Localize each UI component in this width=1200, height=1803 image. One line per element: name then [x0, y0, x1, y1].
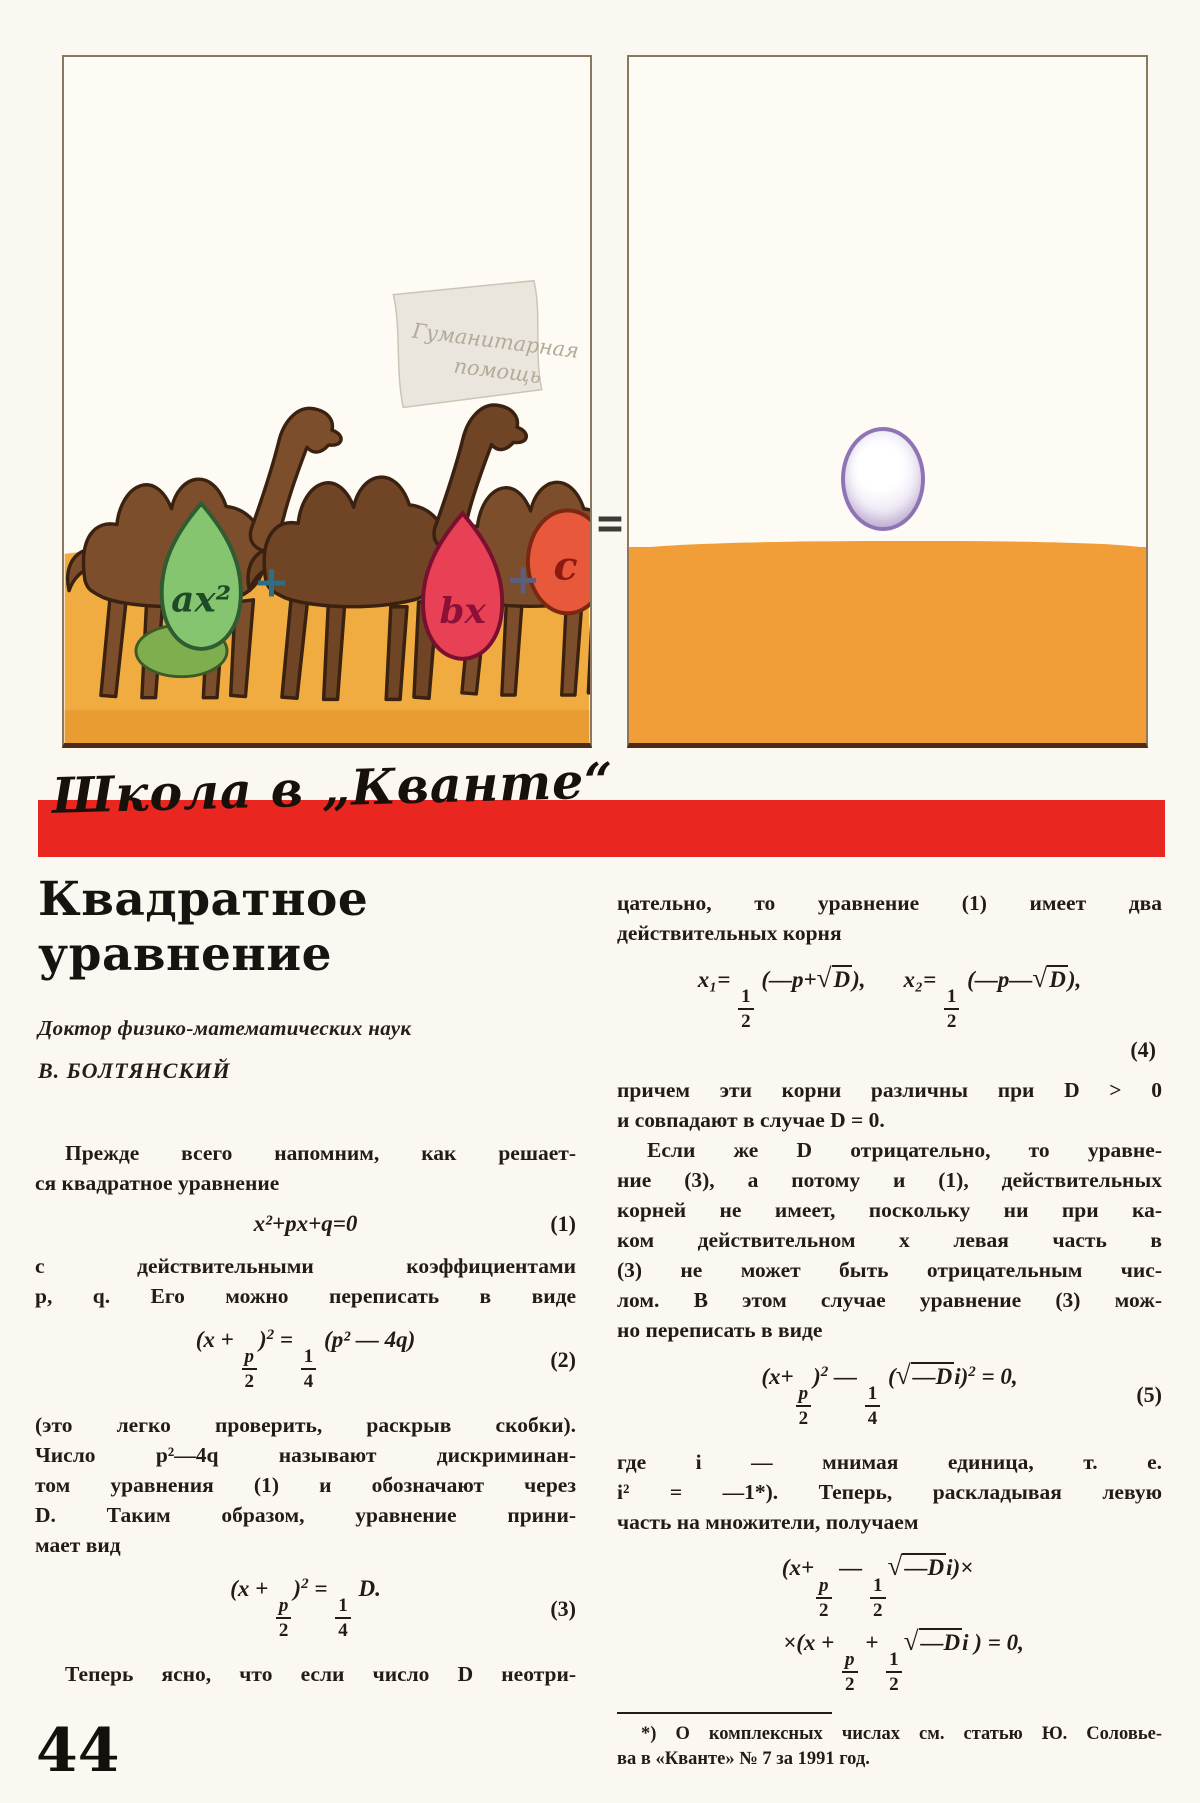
bag-bx-label: bx [439, 591, 486, 633]
illustration-right-panel [627, 55, 1148, 748]
radical-sign: √ [903, 1625, 919, 1656]
fraction: $\frac{1}{4}$ [865, 1384, 881, 1428]
plus-sign-1: + [253, 557, 290, 608]
egg-zero-illustration [841, 427, 925, 531]
equation-term: — [828, 1364, 863, 1390]
illustration-left-panel [62, 55, 592, 748]
equation-term: (x + [195, 1327, 240, 1352]
equation-term: ), [1067, 967, 1082, 992]
fraction: $\frac{p}{2}$ [842, 1650, 858, 1694]
paragraph-6 [617, 1075, 1162, 1135]
equation-term: ×(x + [783, 1629, 841, 1655]
right-column [617, 888, 1162, 1772]
text-line: с действительными коэффициентами [35, 1254, 576, 1278]
text-line: p, q. Его можно переписать в виде [35, 1284, 576, 1308]
article-title-line2: уравнение [38, 927, 333, 982]
paragraph-1 [35, 1138, 576, 1198]
flag-text-line1: Гуманитарная [410, 318, 581, 363]
equation-4: x₁= $\frac{1}{2}$ (—p+√D), x₂= $\frac{1}{2}$ (—p—√D), [697, 963, 1082, 1033]
text-line: D. Таким образом, уравнение прини- [35, 1503, 576, 1528]
text-line: i² = —1*). Теперь, раскладывая левую [617, 1480, 1162, 1505]
left-column [35, 1138, 576, 1689]
equation-term: ) [813, 1364, 821, 1390]
fraction: $\frac{1}{2}$ [738, 987, 754, 1031]
article-title [38, 872, 368, 982]
section-banner-script: Школа в „Кванте“ [51, 751, 615, 825]
text-line: часть на множители, получаем [617, 1510, 919, 1535]
text-line: где i — мнимая единица, т. е. [617, 1450, 1162, 1475]
equation-term: ) [293, 1576, 302, 1602]
paragraph-2 [35, 1251, 576, 1311]
text-line: лом. В этом случае уравнение (3) мож- [617, 1288, 1162, 1313]
text-line: ком действительном x левая часть в [617, 1228, 1162, 1253]
desert-sand [629, 547, 1146, 743]
equation-term: = [308, 1576, 334, 1602]
text-line: но переписать в виде [617, 1318, 823, 1343]
equation-6-line2: ×(x + $\frac{p}{2}$ + $\frac{1}{2}$ √—Di ) = 0, [783, 1625, 1024, 1695]
paragraph-5 [617, 888, 1162, 948]
fraction: $\frac{1}{2}$ [870, 1576, 886, 1620]
equation-term: ), [852, 967, 866, 992]
flag-text-line2: помощь [452, 353, 543, 389]
equation-2: (x + $\frac{p}{2}$ )$^2$ = $\frac{1}{4}$ (p² — 4q) (2) [195, 1327, 576, 1393]
text-line: Теперь ясно, что если число D неотри- [65, 1662, 576, 1687]
paragraph-3 [35, 1410, 576, 1560]
paragraph-8 [617, 1447, 1162, 1537]
bag-c-label: c [553, 543, 578, 590]
fraction: $\frac{p}{2}$ [242, 1347, 258, 1391]
equation-term: (x + [230, 1576, 274, 1602]
radical-sign: √ [816, 963, 832, 993]
text-line: (это легко проверить, раскрыв скобки). [35, 1413, 576, 1438]
equation-5: (x+ $\frac{p}{2}$ )$^2$ — $\frac{1}{4}$ (√—Di)$^2$ = 0, (5) [761, 1360, 1162, 1430]
equation-term: — [833, 1555, 869, 1581]
paragraph-7 [617, 1135, 1162, 1345]
article-title-line1: Квадратное [38, 872, 369, 927]
equation-term: (x+ [781, 1555, 815, 1581]
text-line: Если же D отрицательно, то уравне- [647, 1138, 1162, 1163]
radical-sign: √ [887, 1551, 903, 1582]
text-line: Число p²—4q называют дискриминан- [35, 1443, 576, 1468]
equation-term: ( [882, 1364, 896, 1390]
footnote [617, 1712, 1162, 1772]
equation-3: (x + $\frac{p}{2}$ )$^2$ = $\frac{1}{4}$ D. (3) [230, 1576, 576, 1642]
paragraph-4 [35, 1659, 576, 1689]
author-degree: Доктор физико-математических наук [38, 1016, 412, 1040]
text-line: *) О комплексных числах см. статью Ю. Соловье- [641, 1723, 1162, 1744]
equation-term: i) [954, 1364, 969, 1390]
equation-term: (—p+ [755, 967, 817, 992]
equation-term: x₂= [903, 967, 942, 992]
footnote-rule [617, 1712, 832, 1714]
radical-sign: √ [895, 1360, 911, 1391]
equation-term: x₁= [697, 967, 737, 992]
equation-term: D. [352, 1576, 381, 1602]
text-line: Прежде всего напомним, как решает- [65, 1141, 576, 1165]
equation-term: (x+ [761, 1364, 794, 1390]
equation-2-label: (2) [550, 1346, 576, 1372]
fraction: $\frac{1}{4}$ [301, 1347, 317, 1391]
text-line: ние (3), а потому и (1), действительных [617, 1168, 1162, 1193]
text-line: и совпадают в случае D = 0. [617, 1108, 885, 1133]
equation-term: ) [259, 1327, 267, 1352]
footnote-text [617, 1722, 1162, 1772]
text-line: цательно, то уравнение (1) имеет два [617, 891, 1162, 915]
text-line: том уравнения (1) и обозначают через [35, 1473, 576, 1498]
equation-1-label: (1) [550, 1210, 576, 1236]
fraction: $\frac{p}{2}$ [816, 1576, 832, 1620]
equation-1 [35, 1212, 576, 1235]
camel-caravan-illustration [64, 57, 590, 743]
page-number: 44 [36, 1716, 120, 1786]
equation-1-body: x²+px+q=0 [253, 1211, 358, 1236]
equation-term: i ) = 0, [962, 1629, 1024, 1655]
equation-term: = [274, 1327, 299, 1352]
text-line: корней не имеет, поскольку ни при ка- [617, 1198, 1162, 1223]
equation-3-label: (3) [550, 1595, 576, 1621]
fraction: $\frac{1}{4}$ [335, 1596, 351, 1640]
radical-sign: √ [1032, 963, 1048, 993]
fraction: $\frac{1}{2}$ [886, 1650, 902, 1694]
equation-6-line1: (x+ $\frac{p}{2}$ — $\frac{1}{2}$ √—Di)× [781, 1551, 974, 1621]
equation-term: (—p— [961, 967, 1033, 992]
equation-term: = 0, [975, 1364, 1018, 1390]
text-line: ся квадратное уравнение [35, 1171, 280, 1195]
equals-sign: = [596, 498, 624, 549]
fraction: $\frac{p}{2}$ [276, 1596, 292, 1640]
equation-4-label: (4) [1130, 1037, 1156, 1063]
equation-term: + [859, 1629, 885, 1655]
text-line: действительных корня [617, 921, 842, 945]
fraction: $\frac{p}{2}$ [796, 1384, 812, 1428]
equation-term: (p² — 4q) [318, 1327, 416, 1352]
text-line: (3) не может быть отрицательным чис- [617, 1258, 1162, 1283]
equation-term: i)× [946, 1555, 974, 1581]
plus-sign-2: + [505, 554, 541, 604]
text-line: причем эти корни различны при D > 0 [617, 1078, 1162, 1103]
author-name: В. БОЛТЯНСКИЙ [38, 1058, 231, 1083]
text-line: ва в «Кванте» № 7 за 1991 год. [617, 1748, 870, 1769]
fraction: $\frac{1}{2}$ [944, 987, 960, 1031]
bag-ax2-label: ax² [171, 579, 232, 621]
equation-5-label: (5) [1136, 1382, 1162, 1408]
text-line: мает вид [35, 1533, 121, 1558]
